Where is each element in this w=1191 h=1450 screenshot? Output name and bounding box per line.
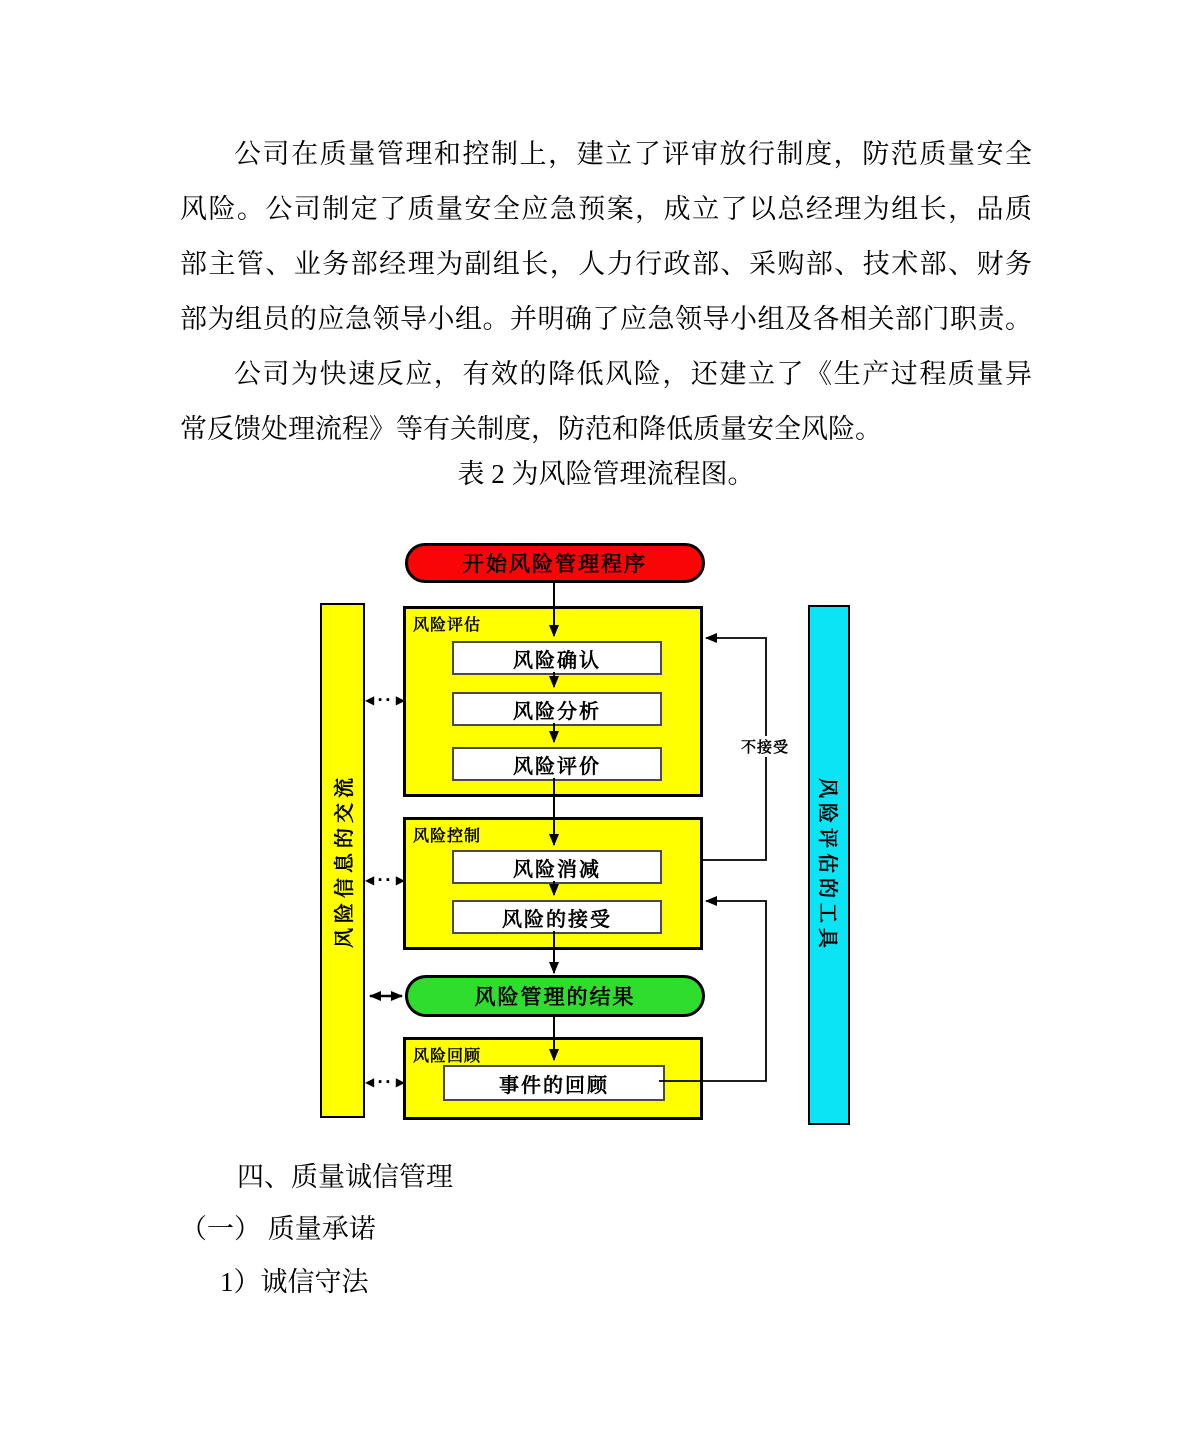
step-event-review: 事件的回顾	[443, 1065, 665, 1101]
step-risk-reduction: 风险消减	[452, 850, 662, 884]
double-arrow-dashed-icon	[365, 1074, 405, 1090]
heading-item-1: 1）诚信守法	[220, 1267, 369, 1297]
paragraph-2	[180, 347, 1032, 457]
paragraph-2-line: 公司为快速反应，有效的降低风险，还建立了《生产过程质量异	[234, 359, 1032, 389]
figure-caption: 表 2 为风险管理流程图。	[457, 459, 755, 489]
right-triangle-icon: ▶	[395, 693, 405, 707]
risk-assessment-panel-label: 风险评估	[413, 617, 482, 634]
risk-communication-bar	[320, 603, 365, 1118]
double-arrow-dashed-icon	[365, 872, 405, 888]
heading-section-4: 四、质量诚信管理	[237, 1162, 453, 1192]
paragraph-1	[180, 127, 1032, 347]
result-node: 风险管理的结果	[405, 975, 705, 1017]
left-triangle-icon: ◀	[365, 1075, 375, 1089]
start-node: 开始风险管理程序	[405, 543, 705, 583]
risk-assessment-panel	[403, 606, 703, 797]
not-accepted-label: 不接受	[739, 736, 791, 757]
double-arrow-dashed-icon	[365, 692, 405, 708]
left-triangle-icon: ◀	[365, 693, 375, 707]
left-triangle-icon: ◀	[365, 873, 375, 887]
risk-control-panel-label: 风险控制	[413, 828, 482, 845]
dashes-icon: ··	[377, 1073, 393, 1091]
right-triangle-icon: ▶	[395, 1075, 405, 1089]
risk-control-panel	[403, 817, 703, 950]
risk-review-panel	[403, 1037, 703, 1120]
paragraph-1-line: 公司在质量管理和控制上，建立了评审放行制度，防范质量安全	[234, 139, 1032, 169]
step-risk-analysis: 风险分析	[452, 692, 662, 726]
assessment-tools-bar-label: 风险评估的工具	[815, 777, 838, 953]
dashes-icon: ··	[377, 871, 393, 889]
risk-review-panel-label: 风险回顾	[413, 1048, 482, 1065]
step-risk-evaluation: 风险评价	[452, 747, 662, 781]
dashes-icon: ··	[377, 691, 393, 709]
assessment-tools-bar	[808, 605, 850, 1125]
step-risk-acceptance: 风险的接受	[452, 900, 662, 934]
paragraph-1-line: 部为组员的应急领导小组。并明确了应急领导小组及各相关部门职责。	[180, 304, 1032, 334]
heading-subsection-1: （一） 质量承诺	[180, 1214, 376, 1244]
risk-communication-bar-label: 风险信息的交流	[334, 773, 356, 948]
paragraph-1-line: 部主管、业务部经理为副组长，人力行政部、采购部、技术部、财务	[180, 249, 1032, 279]
paragraph-2-line: 常反馈处理流程》等有关制度，防范和降低质量安全风险。	[180, 414, 882, 444]
right-triangle-icon: ▶	[395, 873, 405, 887]
step-risk-identification: 风险确认	[452, 641, 662, 675]
paragraph-1-line: 风险。公司制定了质量安全应急预案，成立了以总经理为组长，品质	[180, 194, 1032, 224]
